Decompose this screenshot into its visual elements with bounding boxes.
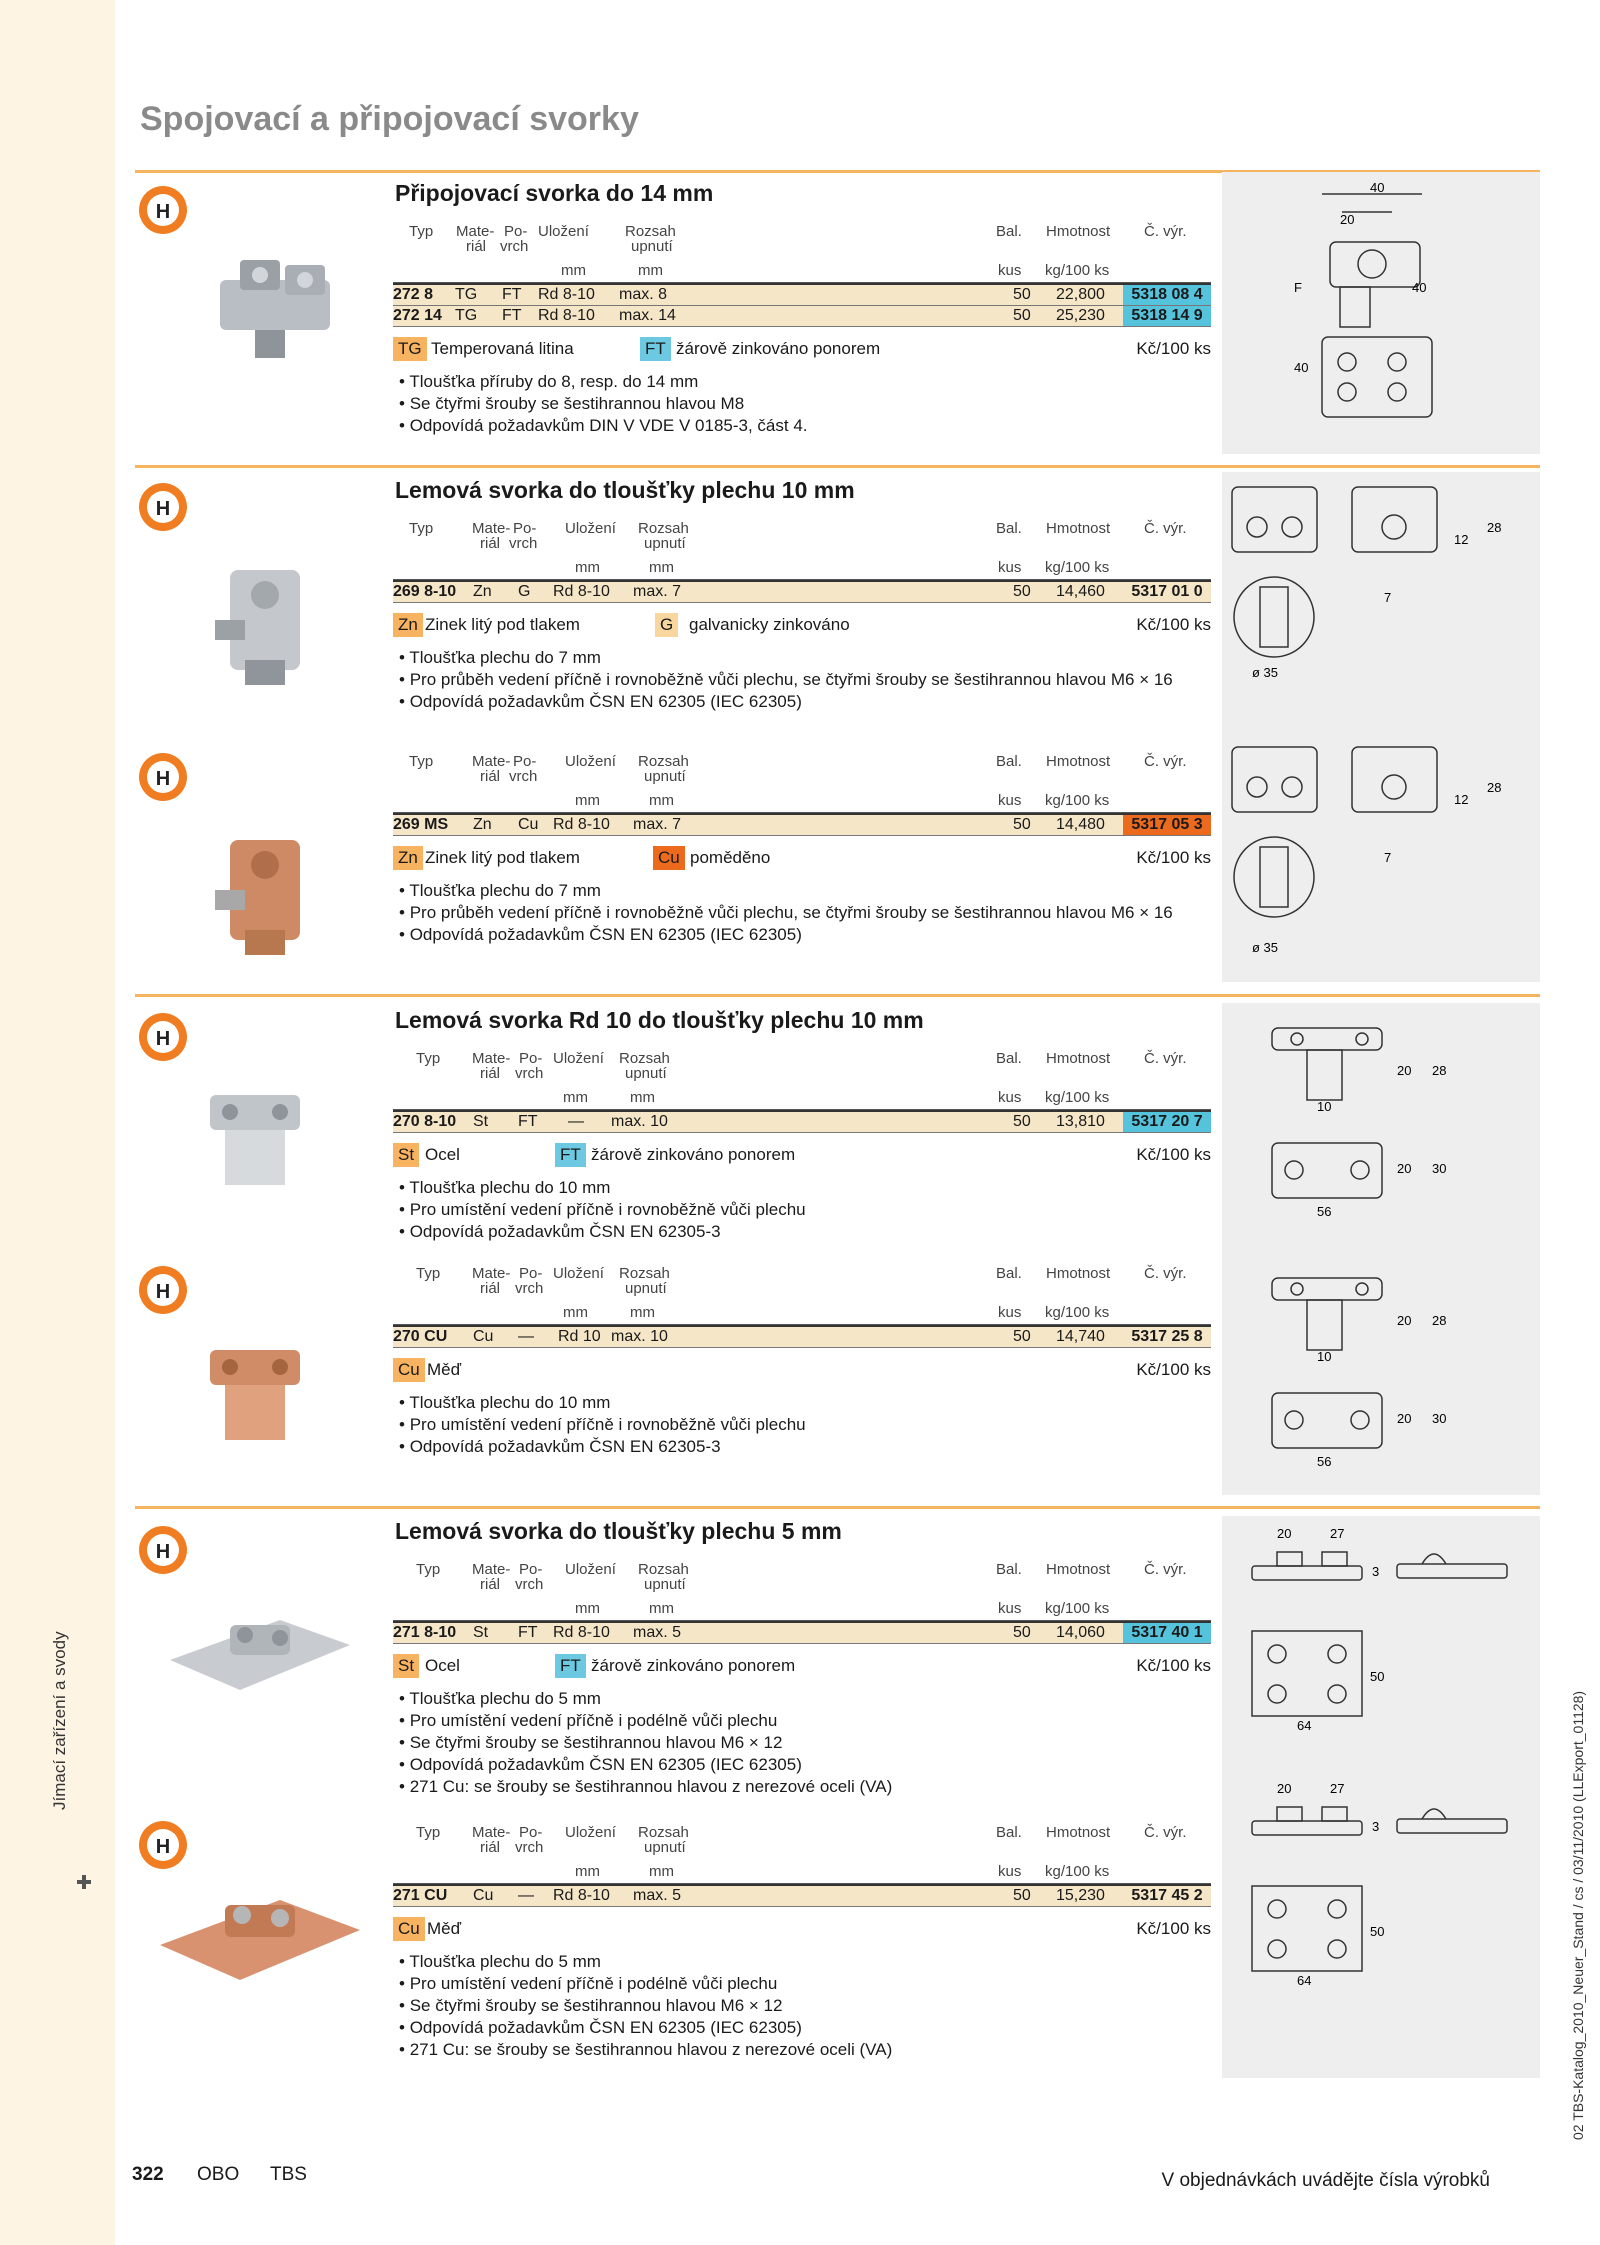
unit-mm: mm xyxy=(638,262,663,279)
catalog-export-note: 02 TBS-Katalog_2010_Neuer_Stand / cs / 03/11/2010 (LLExport_01128) xyxy=(1570,1690,1586,2140)
col-typ: Typ xyxy=(416,1561,441,1578)
col-surface-2: vrch xyxy=(515,1065,544,1082)
dimension-drawing-270 xyxy=(1222,1003,1540,1495)
col-code: Č. výr. xyxy=(1144,1050,1187,1067)
clamp-photo-270cu xyxy=(195,1335,315,1455)
col-surface: Po- xyxy=(504,223,528,240)
col-code: Č. výr. xyxy=(1144,1265,1187,1282)
feature-list: • Tloušťka plechu do 10 mm • Pro umístění vedení příčně i rovnoběžně vůči plechu • Odpovídá požadavkům ČSN EN 62305-3 xyxy=(399,1393,806,1456)
table-row: 271 8-10 St FT Rd 8-10 max. 5 50 14,060 5317 40 1 xyxy=(393,1621,1211,1644)
col-range-2: upnutí xyxy=(625,1280,667,1297)
col-material: Mate- xyxy=(472,1265,511,1282)
product-block-271cu xyxy=(393,1823,1211,2061)
col-range: Rozsah xyxy=(638,753,689,770)
tested-quality-badge-icon xyxy=(138,752,188,802)
svg-text:28: 28 xyxy=(1487,780,1502,795)
article-code: 5317 25 8 xyxy=(1123,1327,1211,1347)
product-table xyxy=(393,752,1211,836)
unit-kg: kg/100 ks xyxy=(1045,1304,1110,1321)
unit-mm: mm xyxy=(649,1600,674,1617)
col-mount: Uložení xyxy=(565,1561,616,1578)
svg-text:64: 64 xyxy=(1297,1973,1312,1988)
col-typ: Typ xyxy=(416,1824,441,1841)
tested-quality-badge-icon xyxy=(138,185,188,235)
col-range-2: upnutí xyxy=(631,238,673,255)
col-weight: Hmotnost xyxy=(1046,520,1111,537)
col-material-2: riál xyxy=(480,1839,501,1856)
svg-text:12: 12 xyxy=(1454,792,1469,807)
article-code: 5318 08 4 xyxy=(1123,285,1211,305)
unit-kg: kg/100 ks xyxy=(1045,1600,1110,1617)
svg-text:3: 3 xyxy=(1372,1564,1380,1579)
col-material-2: riál xyxy=(480,1065,501,1082)
unit-mm: mm xyxy=(649,1863,674,1880)
col-pack: Bal. xyxy=(996,1050,1022,1067)
product-block-269 xyxy=(393,475,1211,713)
col-material-2: riál xyxy=(466,238,487,255)
legend: Cu Měď Kč/100 ks xyxy=(393,1358,1211,1382)
svg-text:20: 20 xyxy=(1277,1781,1292,1796)
col-range-2: upnutí xyxy=(644,1839,686,1856)
unit-kus: kus xyxy=(998,1600,1022,1617)
svg-text:20: 20 xyxy=(1397,1161,1412,1176)
svg-text:64: 64 xyxy=(1297,1718,1312,1733)
article-code: 5317 05 3 xyxy=(1123,815,1211,835)
legend: Zn Zinek litý pod tlakem G galvanicky zinkováno Kč/100 ks xyxy=(393,613,1211,637)
col-mount: Uložení xyxy=(565,753,616,770)
unit-mm: mm xyxy=(630,1089,655,1106)
clamp-photo-271 xyxy=(160,1590,360,1710)
legend: TG Temperovaná litina FT žárově zinkováno ponorem Kč/100 ks xyxy=(393,337,1211,361)
svg-text:7: 7 xyxy=(1384,850,1392,865)
legend: Zn Zinek litý pod tlakem Cu poměděno Kč/100 ks xyxy=(393,846,1211,870)
svg-text:10: 10 xyxy=(1317,1349,1332,1364)
col-range: Rozsah xyxy=(619,1050,670,1067)
table-row: 272 8 TG FT Rd 8-10 max. 8 50 22,800 5318 08 4 xyxy=(393,283,1211,306)
section-separator xyxy=(135,994,1540,997)
col-range: Rozsah xyxy=(638,1561,689,1578)
col-material-2: riál xyxy=(480,1280,501,1297)
col-material: Mate- xyxy=(456,223,495,240)
svg-text:27: 27 xyxy=(1330,1526,1345,1541)
price-unit: Kč/100 ks xyxy=(1136,1145,1211,1164)
unit-kus: kus xyxy=(998,559,1022,576)
svg-text:28: 28 xyxy=(1487,520,1502,535)
tested-quality-badge-icon xyxy=(138,482,188,532)
unit-kg: kg/100 ks xyxy=(1045,792,1110,809)
section-title: Lemová svorka Rd 10 do tloušťky plechu 10 mm xyxy=(395,1007,924,1033)
price-unit: Kč/100 ks xyxy=(1136,848,1211,867)
price-unit: Kč/100 ks xyxy=(1136,1656,1211,1675)
col-weight: Hmotnost xyxy=(1046,1050,1111,1067)
unit-kg: kg/100 ks xyxy=(1045,1089,1110,1106)
svg-text:H: H xyxy=(155,1541,171,1563)
svg-text:H: H xyxy=(155,1281,171,1303)
dimension-drawing-269 xyxy=(1222,472,1540,982)
col-surface: Po- xyxy=(519,1050,543,1067)
feature-list: • Tloušťka plechu do 7 mm • Pro průběh vedení příčně i rovnoběžně vůči plechu, se čtyřmi šrouby se šestihrannou hlavou M6 × 16 • Odpovídá požadavkům ČSN EN 62305 (IEC 62305) xyxy=(399,648,1173,711)
svg-text:40: 40 xyxy=(1412,280,1427,295)
col-weight: Hmotnost xyxy=(1046,1561,1111,1578)
svg-text:27: 27 xyxy=(1330,1781,1345,1796)
table-row: 271 CU Cu — Rd 8-10 max. 5 50 15,230 5317 45 2 xyxy=(393,1884,1211,1907)
svg-text:40: 40 xyxy=(1294,360,1309,375)
col-range: Rozsah xyxy=(638,520,689,537)
col-pack: Bal. xyxy=(996,1561,1022,1578)
col-pack: Bal. xyxy=(996,223,1022,240)
col-surface: Po- xyxy=(519,1265,543,1282)
col-material: Mate- xyxy=(472,753,511,770)
col-range-2: upnutí xyxy=(625,1065,667,1082)
col-weight: Hmotnost xyxy=(1046,753,1111,770)
col-code: Č. výr. xyxy=(1144,223,1187,240)
svg-text:30: 30 xyxy=(1432,1411,1447,1426)
unit-kus: kus xyxy=(998,262,1022,279)
col-surface: Po- xyxy=(513,753,537,770)
unit-kus: kus xyxy=(998,1863,1022,1880)
article-code: 5317 01 0 xyxy=(1123,582,1211,602)
tested-quality-badge-icon xyxy=(138,1012,188,1062)
section-marker-icon xyxy=(77,1875,91,1889)
col-code: Č. výr. xyxy=(1144,1824,1187,1841)
legend: St Ocel FT žárově zinkováno ponorem Kč/100 ks xyxy=(393,1654,1211,1678)
col-surface: Po- xyxy=(519,1561,543,1578)
svg-text:50: 50 xyxy=(1370,1924,1385,1939)
tested-quality-badge-icon xyxy=(138,1525,188,1575)
col-range-2: upnutí xyxy=(644,1576,686,1593)
col-code: Č. výr. xyxy=(1144,753,1187,770)
legend: Cu Měď Kč/100 ks xyxy=(393,1917,1211,1941)
unit-mm: mm xyxy=(649,559,674,576)
unit-mm: mm xyxy=(575,1600,600,1617)
col-surface: Po- xyxy=(513,520,537,537)
col-range: Rozsah xyxy=(625,223,676,240)
svg-text:12: 12 xyxy=(1454,532,1469,547)
col-mount: Uložení xyxy=(565,520,616,537)
col-range-2: upnutí xyxy=(644,535,686,552)
tested-quality-badge-icon xyxy=(138,1820,188,1870)
feature-list: • Tloušťka plechu do 5 mm • Pro umístění vedení příčně i podélně vůči plechu • Se čtyřmi šrouby se šestihrannou hlavou M6 × 12 • Odpovídá požadavkům ČSN EN 62305 (IEC 62305) • 271 Cu: se šrouby se šestihrannou hlavou z nerezové oceli (VA) xyxy=(399,1952,893,2059)
col-material: Mate- xyxy=(472,1824,511,1841)
tested-quality-badge-icon xyxy=(138,1265,188,1315)
section-title: Lemová svorka do tloušťky plechu 10 mm xyxy=(395,477,855,503)
col-range: Rozsah xyxy=(619,1265,670,1282)
col-surface-2: vrch xyxy=(515,1839,544,1856)
svg-text:F: F xyxy=(1294,280,1302,295)
col-weight: Hmotnost xyxy=(1046,1265,1111,1282)
svg-text:7: 7 xyxy=(1384,590,1392,605)
article-code: 5317 20 7 xyxy=(1123,1112,1211,1132)
col-pack: Bal. xyxy=(996,1265,1022,1282)
article-code: 5317 45 2 xyxy=(1123,1886,1211,1906)
col-material-2: riál xyxy=(480,535,501,552)
svg-text:28: 28 xyxy=(1432,1313,1447,1328)
col-surface: Po- xyxy=(519,1824,543,1841)
col-material-2: riál xyxy=(480,1576,501,1593)
col-typ: Typ xyxy=(416,1050,441,1067)
unit-kus: kus xyxy=(998,1089,1022,1106)
svg-text:30: 30 xyxy=(1432,1161,1447,1176)
dimension-drawing-271 xyxy=(1222,1516,1540,2078)
unit-mm: mm xyxy=(575,1863,600,1880)
price-unit: Kč/100 ks xyxy=(1136,339,1211,358)
product-block-269ms xyxy=(393,752,1211,946)
price-unit: Kč/100 ks xyxy=(1136,1360,1211,1379)
product-block-271 xyxy=(393,1516,1211,1798)
col-code: Č. výr. xyxy=(1144,1561,1187,1578)
col-material: Mate- xyxy=(472,520,511,537)
svg-text:10: 10 xyxy=(1317,1099,1332,1114)
svg-text:H: H xyxy=(155,498,171,520)
col-material: Mate- xyxy=(472,1561,511,1578)
svg-text:ø 35: ø 35 xyxy=(1252,665,1279,680)
legend: St Ocel FT žárově zinkováno ponorem Kč/100 ks xyxy=(393,1143,1211,1167)
svg-text:28: 28 xyxy=(1432,1063,1447,1078)
svg-text:20: 20 xyxy=(1397,1313,1412,1328)
clamp-photo-269 xyxy=(200,550,330,690)
svg-text:56: 56 xyxy=(1317,1454,1332,1469)
col-mount: Uložení xyxy=(565,1824,616,1841)
col-material-2: riál xyxy=(480,768,501,785)
article-code: 5317 40 1 xyxy=(1123,1623,1211,1643)
svg-text:H: H xyxy=(155,201,171,223)
svg-text:40: 40 xyxy=(1370,180,1385,195)
unit-kus: kus xyxy=(998,792,1022,809)
unit-kg: kg/100 ks xyxy=(1045,262,1110,279)
col-surface-2: vrch xyxy=(500,238,529,255)
unit-kg: kg/100 ks xyxy=(1045,1863,1110,1880)
unit-mm: mm xyxy=(575,792,600,809)
col-mount: Uložení xyxy=(538,223,589,240)
clamp-photo-269ms xyxy=(200,820,330,960)
svg-text:H: H xyxy=(155,768,171,790)
svg-text:ø 35: ø 35 xyxy=(1252,940,1279,955)
col-surface-2: vrch xyxy=(515,1280,544,1297)
svg-text:H: H xyxy=(155,1836,171,1858)
feature-list: • Tloušťka plechu do 7 mm • Pro průběh vedení příčně i rovnoběžně vůči plechu, se čtyřmi šrouby se šestihrannou hlavou M6 × 16 • Odpovídá požadavkům ČSN EN 62305 (IEC 62305) xyxy=(399,881,1173,944)
table-row: 270 8-10 St FT — max. 10 50 13,810 5317 20 7 xyxy=(393,1110,1211,1133)
col-typ: Typ xyxy=(409,753,434,770)
clamp-photo-271cu xyxy=(150,1870,370,2000)
svg-text:20: 20 xyxy=(1397,1063,1412,1078)
unit-kus: kus xyxy=(998,1304,1022,1321)
table-row: 269 8-10 Zn G Rd 8-10 max. 7 50 14,460 5317 01 0 xyxy=(393,580,1211,603)
col-typ: Typ xyxy=(409,520,434,537)
col-typ: Typ xyxy=(416,1265,441,1282)
col-weight: Hmotnost xyxy=(1046,1824,1111,1841)
col-surface-2: vrch xyxy=(515,1576,544,1593)
unit-mm: mm xyxy=(649,792,674,809)
product-table xyxy=(393,1049,1211,1133)
left-margin-band xyxy=(0,0,115,2245)
page-number: 322 xyxy=(132,2164,164,2185)
product-table xyxy=(393,1823,1211,1907)
unit-mm: mm xyxy=(561,262,586,279)
feature-list: • Tloušťka plechu do 5 mm • Pro umístění vedení příčně i podélně vůči plechu • Se čtyřmi šrouby se šestihrannou hlavou M6 × 12 • Odpovídá požadavkům ČSN EN 62305 (IEC 62305) • 271 Cu: se šrouby se šestihrannou hlavou z nerezové oceli (VA) xyxy=(399,1689,893,1796)
col-surface-2: vrch xyxy=(509,768,538,785)
col-pack: Bal. xyxy=(996,520,1022,537)
product-block-272 xyxy=(393,178,1211,437)
col-typ: Typ xyxy=(409,223,434,240)
col-surface-2: vrch xyxy=(509,535,538,552)
svg-text:56: 56 xyxy=(1317,1204,1332,1219)
product-block-270cu xyxy=(393,1264,1211,1458)
product-table xyxy=(393,222,1211,327)
table-row: 269 MS Zn Cu Rd 8-10 max. 7 50 14,480 5317 05 3 xyxy=(393,813,1211,836)
clamp-photo-270 xyxy=(195,1080,315,1200)
col-code: Č. výr. xyxy=(1144,520,1187,537)
footer-note: V objednávkách uvádějte čísla výrobků xyxy=(1161,2170,1490,2191)
col-mount: Uložení xyxy=(553,1050,604,1067)
product-table xyxy=(393,519,1211,603)
col-weight: Hmotnost xyxy=(1046,223,1111,240)
svg-text:H: H xyxy=(155,1028,171,1050)
svg-text:3: 3 xyxy=(1372,1819,1380,1834)
dimension-drawing-272 xyxy=(1222,172,1540,454)
section-title: Lemová svorka do tloušťky plechu 5 mm xyxy=(395,1518,842,1544)
col-pack: Bal. xyxy=(996,1824,1022,1841)
svg-text:20: 20 xyxy=(1340,212,1355,227)
table-row: 272 14 TG FT Rd 8-10 max. 14 50 25,230 5318 14 9 xyxy=(393,306,1211,327)
col-mount: Uložení xyxy=(553,1265,604,1282)
section-title: Připojovací svorka do 14 mm xyxy=(395,180,714,206)
product-block-270 xyxy=(393,1005,1211,1243)
unit-mm: mm xyxy=(630,1304,655,1321)
clamp-photo-272 xyxy=(200,240,350,370)
price-unit: Kč/100 ks xyxy=(1136,615,1211,634)
col-range: Rozsah xyxy=(638,1824,689,1841)
table-row: 270 CU Cu — Rd 10 max. 10 50 14,740 5317 25 8 xyxy=(393,1325,1211,1348)
price-unit: Kč/100 ks xyxy=(1136,1919,1211,1938)
svg-text:50: 50 xyxy=(1370,1669,1385,1684)
product-table xyxy=(393,1560,1211,1644)
col-pack: Bal. xyxy=(996,753,1022,770)
col-range-2: upnutí xyxy=(644,768,686,785)
unit-kg: kg/100 ks xyxy=(1045,559,1110,576)
page-title: Spojovací a připojovací svorky xyxy=(140,100,639,138)
footer-brand: OBO xyxy=(197,2164,240,2185)
feature-list: • Tloušťka příruby do 8, resp. do 14 mm • Se čtyřmi šrouby se šestihrannou hlavou M8 • Odpovídá požadavkům DIN V VDE V 0185-3, část 4. xyxy=(399,372,808,435)
col-material: Mate- xyxy=(472,1050,511,1067)
section-separator xyxy=(135,465,1540,468)
svg-text:20: 20 xyxy=(1397,1411,1412,1426)
section-separator xyxy=(135,1506,1540,1509)
side-caption: Jímací zařízení a svody xyxy=(50,1631,69,1810)
unit-mm: mm xyxy=(563,1089,588,1106)
svg-text:20: 20 xyxy=(1277,1526,1292,1541)
unit-mm: mm xyxy=(575,559,600,576)
unit-mm: mm xyxy=(563,1304,588,1321)
article-code: 5318 14 9 xyxy=(1123,306,1211,326)
feature-list: • Tloušťka plechu do 10 mm • Pro umístění vedení příčně i rovnoběžně vůči plechu • Odpovídá požadavkům ČSN EN 62305-3 xyxy=(399,1178,806,1241)
footer-line: TBS xyxy=(270,2164,307,2185)
product-table xyxy=(393,1264,1211,1348)
